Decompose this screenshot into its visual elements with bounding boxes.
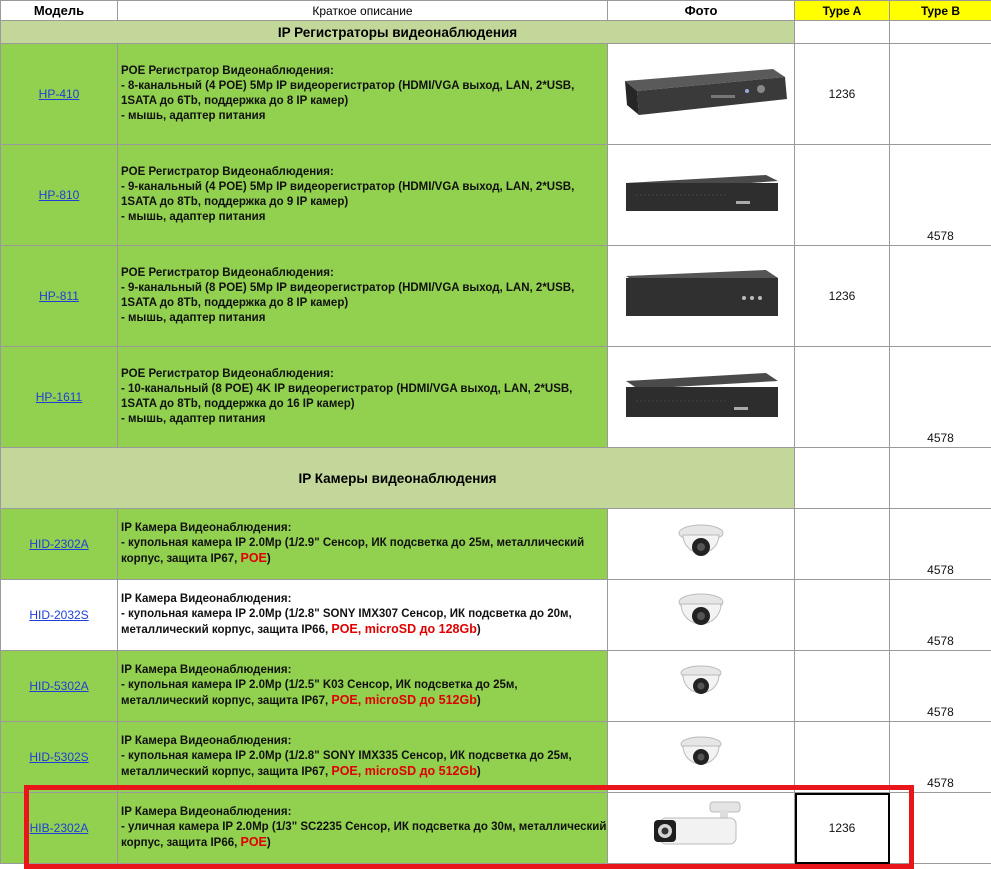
bullet-camera-icon xyxy=(646,798,756,858)
desc-accessories: - мышь, адаптер питания xyxy=(121,312,265,324)
description-cell[interactable] xyxy=(118,722,608,793)
nvr-recorder-icon xyxy=(611,59,791,129)
table-row xyxy=(1,509,991,580)
desc-tail: ) xyxy=(477,695,481,707)
table-row xyxy=(1,246,991,347)
cell-empty[interactable] xyxy=(890,448,991,509)
nvr-recorder-icon xyxy=(616,165,786,225)
desc-title: IP Камера Видеонаблюдения: xyxy=(121,593,291,605)
model-link[interactable]: HID-5302S xyxy=(29,750,88,764)
section-row-recorders xyxy=(1,21,991,44)
photo-cell[interactable] xyxy=(608,509,795,580)
model-cell[interactable] xyxy=(1,246,118,347)
desc-title: IP Камера Видеонаблюдения: xyxy=(121,522,291,534)
desc-spec: - купольная камера IP 2.0Mp (1/2.8" SONY IMX335 Сенсор, ИК подсветка до 25м, металлический корпус, защита IP67, xyxy=(121,750,572,778)
desc-spec: - купольная камера IP 2.0Mp (1/2.8" SONY IMX307 Сенсор, ИК подсветка до 20м, металлический корпус, защита IP66, xyxy=(121,608,572,636)
dome-camera-icon xyxy=(671,732,731,782)
desc-highlight: POE xyxy=(241,835,267,849)
description-cell[interactable] xyxy=(118,580,608,651)
model-cell[interactable] xyxy=(1,145,118,246)
model-link[interactable]: HID-2302A xyxy=(29,537,88,551)
desc-highlight: POE, microSD до 512Gb xyxy=(331,764,476,778)
col-header-photo[interactable]: Фото xyxy=(608,1,795,21)
description-cell[interactable] xyxy=(118,44,608,145)
model-cell[interactable] xyxy=(1,793,118,864)
type-b-cell[interactable]: 4578 xyxy=(890,145,991,246)
photo-cell[interactable] xyxy=(608,347,795,448)
type-a-cell[interactable] xyxy=(795,145,890,246)
desc-title: POE Регистратор Видеонаблюдения: xyxy=(121,267,334,279)
dome-camera-icon xyxy=(671,519,731,569)
cell-empty[interactable] xyxy=(890,21,991,44)
type-a-cell[interactable]: 1236 xyxy=(795,793,890,864)
type-b-cell[interactable] xyxy=(890,246,991,347)
model-link[interactable]: HP-1611 xyxy=(36,390,82,404)
cell-empty[interactable] xyxy=(795,21,890,44)
photo-cell[interactable] xyxy=(608,722,795,793)
col-header-type-a[interactable]: Type A xyxy=(795,1,890,21)
model-cell[interactable] xyxy=(1,722,118,793)
photo-cell[interactable] xyxy=(608,145,795,246)
desc-tail: ) xyxy=(267,837,271,849)
model-cell[interactable] xyxy=(1,580,118,651)
col-header-description[interactable]: Краткое описание xyxy=(118,1,608,21)
desc-highlight: POE xyxy=(241,551,267,565)
desc-spec: - купольная камера IP 2.0Mp (1/2.9" Сенсор, ИК подсветка до 25м, металлический корпус, защита IP67, xyxy=(121,537,584,565)
description-cell[interactable] xyxy=(118,145,608,246)
model-cell[interactable] xyxy=(1,347,118,448)
description-cell[interactable] xyxy=(118,793,608,864)
table-row xyxy=(1,347,991,448)
desc-accessories: - мышь, адаптер питания xyxy=(121,211,265,223)
type-b-cell[interactable] xyxy=(890,793,991,864)
desc-spec: - 8-канальный (4 POE) 5Mp IP видеорегистратор (HDMI/VGA выход, LAN, 2*USB, 1SATA до 6Tb, поддержка до 8 IP камер) xyxy=(121,80,574,107)
type-b-cell[interactable]: 4578 xyxy=(890,509,991,580)
model-link[interactable]: HP-410 xyxy=(39,87,80,101)
type-b-cell[interactable] xyxy=(890,44,991,145)
desc-highlight: POE, microSD до 512Gb xyxy=(331,693,476,707)
dome-camera-icon xyxy=(671,661,731,711)
desc-spec: - 10-канальный (8 POE) 4K IP видеорегистратор (HDMI/VGA выход, LAN, 2*USB, 1SATA до 8Tb, поддержка до 16 IP камер) xyxy=(121,383,572,410)
section-row-cameras xyxy=(1,448,991,509)
desc-spec: - купольная камера IP 2.0Mp (1/2.5" K03 Сенсор, ИК подсветка до 25м, металлический корпус, защита IP67, xyxy=(121,679,518,707)
desc-spec: - уличная камера IP 2.0Mp (1/3" SC2235 Сенсор, ИК подсветка до 30м, металлический корпус, защита IP66, xyxy=(121,821,606,849)
section-title-cameras[interactable]: IP Камеры видеонаблюдения xyxy=(1,448,795,509)
type-a-cell[interactable] xyxy=(795,347,890,448)
col-header-type-b[interactable]: Type B xyxy=(890,1,991,21)
desc-title: IP Камера Видеонаблюдения: xyxy=(121,806,291,818)
photo-cell[interactable] xyxy=(608,580,795,651)
cell-empty[interactable] xyxy=(795,448,890,509)
model-link[interactable]: HIB-2302A xyxy=(30,821,89,835)
header-row xyxy=(1,1,991,21)
desc-accessories: - мышь, адаптер питания xyxy=(121,110,265,122)
type-a-cell[interactable]: 1236 xyxy=(795,246,890,347)
photo-cell[interactable] xyxy=(608,651,795,722)
table-row xyxy=(1,793,991,864)
section-title-recorders[interactable]: IP Регистраторы видеонаблюдения xyxy=(1,21,795,44)
description-cell[interactable] xyxy=(118,651,608,722)
model-cell[interactable] xyxy=(1,509,118,580)
col-header-model[interactable]: Модель xyxy=(1,1,118,21)
photo-cell[interactable] xyxy=(608,44,795,145)
type-b-cell[interactable]: 4578 xyxy=(890,722,991,793)
desc-title: IP Камера Видеонаблюдения: xyxy=(121,664,291,676)
desc-tail: ) xyxy=(267,553,271,565)
photo-cell[interactable] xyxy=(608,246,795,347)
type-a-cell[interactable] xyxy=(795,509,890,580)
desc-spec: - 9-канальный (4 POE) 5Mp IP видеорегистратор (HDMI/VGA выход, LAN, 2*USB, 1SATA до 8Tb, поддержка до 9 IP камер) xyxy=(121,181,574,208)
type-a-cell[interactable] xyxy=(795,580,890,651)
description-cell[interactable] xyxy=(118,509,608,580)
desc-title: POE Регистратор Видеонаблюдения: xyxy=(121,368,334,380)
table-row xyxy=(1,651,991,722)
model-link[interactable]: HP-810 xyxy=(39,188,80,202)
desc-highlight: POE, microSD до 128Gb xyxy=(331,622,476,636)
desc-title: POE Регистратор Видеонаблюдения: xyxy=(121,65,334,77)
type-b-cell[interactable]: 4578 xyxy=(890,651,991,722)
desc-tail: ) xyxy=(477,766,481,778)
model-link[interactable]: HP-811 xyxy=(39,289,79,303)
dome-camera-icon xyxy=(671,590,731,640)
desc-title: POE Регистратор Видеонаблюдения: xyxy=(121,166,334,178)
table-row xyxy=(1,722,991,793)
desc-accessories: - мышь, адаптер питания xyxy=(121,413,265,425)
desc-tail: ) xyxy=(477,624,481,636)
model-cell[interactable] xyxy=(1,44,118,145)
table-row xyxy=(1,44,991,145)
table-row xyxy=(1,145,991,246)
type-a-cell[interactable] xyxy=(795,722,890,793)
nvr-recorder-icon xyxy=(616,367,786,427)
desc-title: IP Камера Видеонаблюдения: xyxy=(121,735,291,747)
type-b-cell[interactable]: 4578 xyxy=(890,580,991,651)
photo-cell[interactable] xyxy=(608,793,795,864)
model-link[interactable]: HID-2032S xyxy=(29,608,88,622)
description-cell[interactable] xyxy=(118,347,608,448)
table-row xyxy=(1,580,991,651)
desc-spec: - 9-канальный (8 POE) 5Mp IP видеорегистратор (HDMI/VGA выход, LAN, 2*USB, 1SATA до 8Tb, поддержка до 8 IP камер) xyxy=(121,282,574,309)
description-cell[interactable] xyxy=(118,246,608,347)
type-b-cell[interactable]: 4578 xyxy=(890,347,991,448)
model-cell[interactable] xyxy=(1,651,118,722)
type-a-cell[interactable] xyxy=(795,651,890,722)
type-a-cell[interactable]: 1236 xyxy=(795,44,890,145)
nvr-recorder-icon xyxy=(616,266,786,326)
model-link[interactable]: HID-5302A xyxy=(29,679,88,693)
